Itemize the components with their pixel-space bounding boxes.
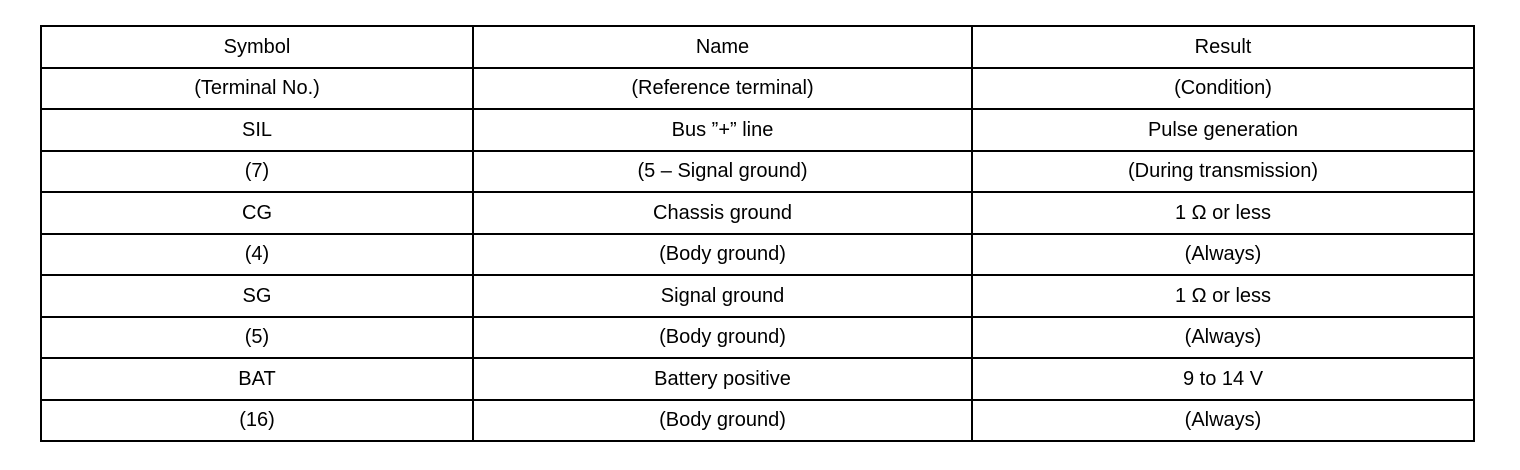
header-name: Name	[473, 26, 972, 68]
cell-result: Pulse generation	[972, 109, 1474, 151]
cell-condition: (Always)	[972, 400, 1474, 442]
cell-reference: (Body ground)	[473, 234, 972, 276]
cell-result: 9 to 14 V	[972, 358, 1474, 400]
cell-terminal: (16)	[41, 400, 473, 442]
subheader-terminal-no: (Terminal No.)	[41, 68, 473, 110]
cell-reference: (Body ground)	[473, 317, 972, 359]
cell-condition: (During transmission)	[972, 151, 1474, 193]
table-row	[41, 192, 1474, 234]
subheader-condition: (Condition)	[972, 68, 1474, 110]
cell-symbol: CG	[41, 192, 473, 234]
table-subheader-row	[41, 68, 1474, 110]
cell-name: Chassis ground	[473, 192, 972, 234]
cell-name: Bus ”+” line	[473, 109, 972, 151]
table-row	[41, 151, 1474, 193]
header-result: Result	[972, 26, 1474, 68]
table-header-row	[41, 26, 1474, 68]
cell-name: Signal ground	[473, 275, 972, 317]
cell-terminal: (4)	[41, 234, 473, 276]
cell-result: 1 Ω or less	[972, 275, 1474, 317]
cell-result: 1 Ω or less	[972, 192, 1474, 234]
cell-terminal: (5)	[41, 317, 473, 359]
cell-symbol: SIL	[41, 109, 473, 151]
table-row	[41, 400, 1474, 442]
terminal-spec-table	[40, 25, 1475, 442]
cell-condition: (Always)	[972, 317, 1474, 359]
cell-terminal: (7)	[41, 151, 473, 193]
cell-condition: (Always)	[972, 234, 1474, 276]
table-row	[41, 234, 1474, 276]
table-row	[41, 358, 1474, 400]
cell-name: Battery positive	[473, 358, 972, 400]
subheader-reference-terminal: (Reference terminal)	[473, 68, 972, 110]
table-row	[41, 109, 1474, 151]
cell-reference: (5 – Signal ground)	[473, 151, 972, 193]
table-row	[41, 317, 1474, 359]
cell-reference: (Body ground)	[473, 400, 972, 442]
cell-symbol: BAT	[41, 358, 473, 400]
cell-symbol: SG	[41, 275, 473, 317]
table-row	[41, 275, 1474, 317]
header-symbol: Symbol	[41, 26, 473, 68]
